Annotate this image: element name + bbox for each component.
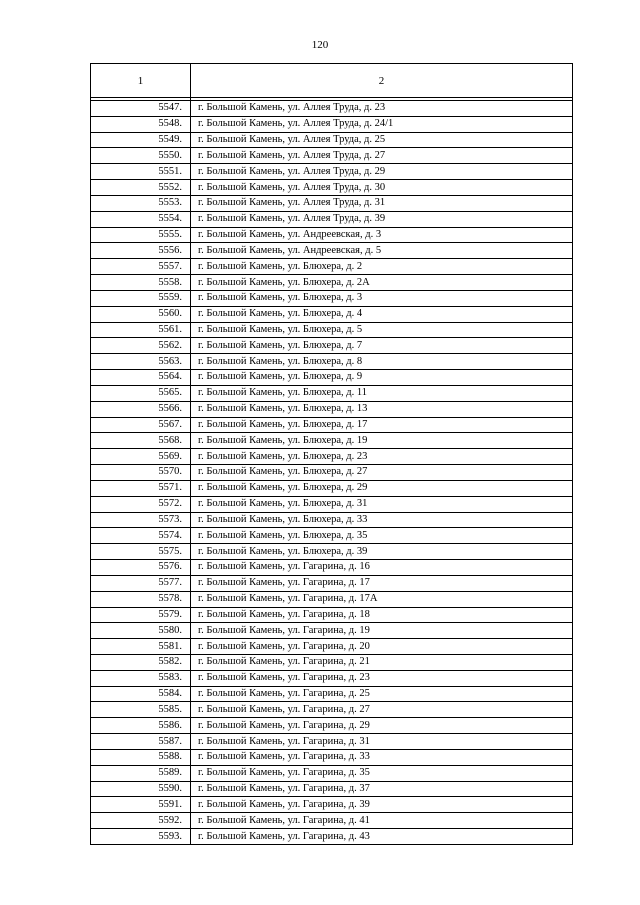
- row-number: 5548.: [91, 116, 191, 132]
- table-row: [91, 211, 573, 227]
- column-header-address: 2: [191, 64, 573, 98]
- row-address: г. Большой Камень, ул. Гагарина, д. 39: [191, 797, 573, 813]
- row-address: г. Большой Камень, ул. Гагарина, д. 27: [191, 702, 573, 718]
- row-number: 5591.: [91, 797, 191, 813]
- table-row: [91, 670, 573, 686]
- row-number: 5567.: [91, 417, 191, 433]
- row-number: 5554.: [91, 211, 191, 227]
- row-address: г. Большой Камень, ул. Аллея Труда, д. 29: [191, 164, 573, 180]
- table-header-row: [91, 64, 573, 98]
- table-row: [91, 275, 573, 291]
- row-number: 5570.: [91, 465, 191, 481]
- row-number: 5580.: [91, 623, 191, 639]
- row-number: 5581.: [91, 639, 191, 655]
- row-address: г. Большой Камень, ул. Гагарина, д. 37: [191, 781, 573, 797]
- row-address: г. Большой Камень, ул. Блюхера, д. 2: [191, 259, 573, 275]
- row-address: г. Большой Камень, ул. Гагарина, д. 23: [191, 670, 573, 686]
- page-number: 120: [311, 39, 329, 51]
- table-row: [91, 259, 573, 275]
- row-number: 5578.: [91, 591, 191, 607]
- row-number: 5558.: [91, 275, 191, 291]
- row-address: г. Большой Камень, ул. Гагарина, д. 41: [191, 813, 573, 829]
- table-row: [91, 686, 573, 702]
- table-row: [91, 417, 573, 433]
- table-row: [91, 480, 573, 496]
- table-row: [91, 797, 573, 813]
- row-number: 5593.: [91, 829, 191, 845]
- row-number: 5584.: [91, 686, 191, 702]
- row-address: г. Большой Камень, ул. Блюхера, д. 9: [191, 370, 573, 386]
- table-row: [91, 354, 573, 370]
- row-address: г. Большой Камень, ул. Блюхера, д. 7: [191, 338, 573, 354]
- row-address: г. Большой Камень, ул. Блюхера, д. 33: [191, 512, 573, 528]
- table-row: [91, 512, 573, 528]
- row-number: 5563.: [91, 354, 191, 370]
- row-number: 5590.: [91, 781, 191, 797]
- row-address: г. Большой Камень, ул. Блюхера, д. 35: [191, 528, 573, 544]
- row-address: г. Большой Камень, ул. Блюхера, д. 13: [191, 401, 573, 417]
- row-number: 5573.: [91, 512, 191, 528]
- table-row: [91, 180, 573, 196]
- table-row: [91, 734, 573, 750]
- row-address: г. Большой Камень, ул. Андреевская, д. 3: [191, 227, 573, 243]
- row-address: г. Большой Камень, ул. Блюхера, д. 29: [191, 480, 573, 496]
- address-table: [90, 63, 573, 845]
- table-row: [91, 575, 573, 591]
- row-number: 5576.: [91, 560, 191, 576]
- row-address: г. Большой Камень, ул. Аллея Труда, д. 23: [191, 101, 573, 117]
- row-number: 5547.: [91, 101, 191, 117]
- row-address: г. Большой Камень, ул. Гагарина, д. 20: [191, 639, 573, 655]
- row-number: 5579.: [91, 607, 191, 623]
- row-address: г. Большой Камень, ул. Гагарина, д. 33: [191, 749, 573, 765]
- row-address: г. Большой Камень, ул. Аллея Труда, д. 39: [191, 211, 573, 227]
- row-address: г. Большой Камень, ул. Гагарина, д. 19: [191, 623, 573, 639]
- row-address: г. Большой Камень, ул. Андреевская, д. 5: [191, 243, 573, 259]
- row-number: 5564.: [91, 370, 191, 386]
- row-number: 5571.: [91, 480, 191, 496]
- table-row: [91, 465, 573, 481]
- row-number: 5588.: [91, 749, 191, 765]
- row-number: 5572.: [91, 496, 191, 512]
- row-number: 5569.: [91, 449, 191, 465]
- table-row: [91, 591, 573, 607]
- row-number: 5568.: [91, 433, 191, 449]
- row-number: 5583.: [91, 670, 191, 686]
- row-address: г. Большой Камень, ул. Блюхера, д. 8: [191, 354, 573, 370]
- row-address: г. Большой Камень, ул. Блюхера, д. 19: [191, 433, 573, 449]
- row-address: г. Большой Камень, ул. Аллея Труда, д. 31: [191, 195, 573, 211]
- row-number: 5552.: [91, 180, 191, 196]
- row-number: 5592.: [91, 813, 191, 829]
- row-number: 5565.: [91, 385, 191, 401]
- table-row: [91, 528, 573, 544]
- table-row: [91, 290, 573, 306]
- row-address: г. Большой Камень, ул. Гагарина, д. 29: [191, 718, 573, 734]
- row-number: 5566.: [91, 401, 191, 417]
- table-row: [91, 116, 573, 132]
- table-row: [91, 338, 573, 354]
- row-number: 5551.: [91, 164, 191, 180]
- row-number: 5589.: [91, 765, 191, 781]
- row-number: 5562.: [91, 338, 191, 354]
- row-number: 5585.: [91, 702, 191, 718]
- row-address: г. Большой Камень, ул. Гагарина, д. 16: [191, 560, 573, 576]
- row-address: г. Большой Камень, ул. Гагарина, д. 35: [191, 765, 573, 781]
- table-row: [91, 749, 573, 765]
- table-row: [91, 433, 573, 449]
- table-row: [91, 132, 573, 148]
- row-address: г. Большой Камень, ул. Блюхера, д. 39: [191, 544, 573, 560]
- table-row: [91, 148, 573, 164]
- table-row: [91, 496, 573, 512]
- table-row: [91, 829, 573, 845]
- table-row: [91, 401, 573, 417]
- row-number: 5560.: [91, 306, 191, 322]
- row-number: 5587.: [91, 734, 191, 750]
- table-row: [91, 322, 573, 338]
- row-address: г. Большой Камень, ул. Блюхера, д. 11: [191, 385, 573, 401]
- table-row: [91, 702, 573, 718]
- row-address: г. Большой Камень, ул. Аллея Труда, д. 27: [191, 148, 573, 164]
- row-address: г. Большой Камень, ул. Аллея Труда, д. 25: [191, 132, 573, 148]
- row-address: г. Большой Камень, ул. Гагарина, д. 17: [191, 575, 573, 591]
- row-number: 5549.: [91, 132, 191, 148]
- table-row: [91, 623, 573, 639]
- table-row: [91, 560, 573, 576]
- table-row: [91, 195, 573, 211]
- table-row: [91, 385, 573, 401]
- table-row: [91, 781, 573, 797]
- row-address: г. Большой Камень, ул. Гагарина, д. 17А: [191, 591, 573, 607]
- table-body: [91, 98, 573, 845]
- row-number: 5575.: [91, 544, 191, 560]
- table-row: [91, 718, 573, 734]
- table-row: [91, 813, 573, 829]
- table-row: [91, 306, 573, 322]
- row-number: 5556.: [91, 243, 191, 259]
- row-address: г. Большой Камень, ул. Блюхера, д. 27: [191, 465, 573, 481]
- row-address: г. Большой Камень, ул. Гагарина, д. 25: [191, 686, 573, 702]
- row-address: г. Большой Камень, ул. Блюхера, д. 23: [191, 449, 573, 465]
- row-address: г. Большой Камень, ул. Блюхера, д. 4: [191, 306, 573, 322]
- row-address: г. Большой Камень, ул. Гагарина, д. 31: [191, 734, 573, 750]
- row-number: 5561.: [91, 322, 191, 338]
- row-address: г. Большой Камень, ул. Блюхера, д. 2А: [191, 275, 573, 291]
- row-number: 5550.: [91, 148, 191, 164]
- table-row: [91, 654, 573, 670]
- table-row: [91, 227, 573, 243]
- row-address: г. Большой Камень, ул. Аллея Труда, д. 24/1: [191, 116, 573, 132]
- row-address: г. Большой Камень, ул. Аллея Труда, д. 30: [191, 180, 573, 196]
- table-row: [91, 243, 573, 259]
- row-number: 5559.: [91, 290, 191, 306]
- table-row: [91, 370, 573, 386]
- row-number: 5577.: [91, 575, 191, 591]
- row-number: 5553.: [91, 195, 191, 211]
- row-number: 5582.: [91, 654, 191, 670]
- table-row: [91, 449, 573, 465]
- row-address: г. Большой Камень, ул. Гагарина, д. 18: [191, 607, 573, 623]
- row-number: 5555.: [91, 227, 191, 243]
- row-number: 5557.: [91, 259, 191, 275]
- row-address: г. Большой Камень, ул. Гагарина, д. 21: [191, 654, 573, 670]
- row-address: г. Большой Камень, ул. Блюхера, д. 31: [191, 496, 573, 512]
- table-row: [91, 164, 573, 180]
- column-header-number: 1: [91, 64, 191, 98]
- row-address: г. Большой Камень, ул. Блюхера, д. 17: [191, 417, 573, 433]
- row-address: г. Большой Камень, ул. Блюхера, д. 5: [191, 322, 573, 338]
- row-number: 5586.: [91, 718, 191, 734]
- row-address: г. Большой Камень, ул. Блюхера, д. 3: [191, 290, 573, 306]
- table-row: [91, 607, 573, 623]
- table-row: [91, 639, 573, 655]
- table-row: [91, 544, 573, 560]
- table-row: [91, 765, 573, 781]
- row-number: 5574.: [91, 528, 191, 544]
- table-row: [91, 101, 573, 117]
- row-address: г. Большой Камень, ул. Гагарина, д. 43: [191, 829, 573, 845]
